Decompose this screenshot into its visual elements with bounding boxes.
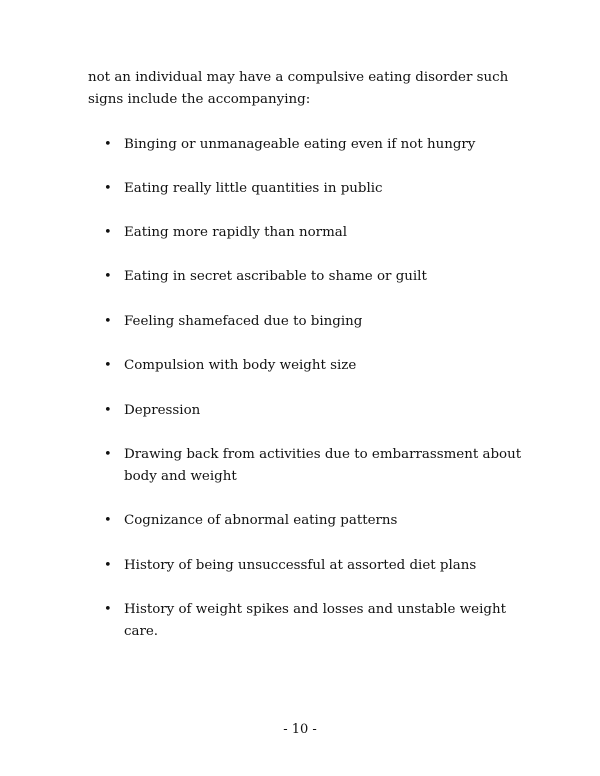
list-item-text: History of being unsuccessful at assorted diet plans <box>124 558 477 573</box>
list-item-text: Drawing back from activities due to embarrassment about body and weight <box>124 447 522 484</box>
list-item <box>104 266 524 288</box>
list-item <box>104 178 524 200</box>
list-item <box>104 355 524 377</box>
bullet-icon: • <box>104 225 112 240</box>
list-item-text: Eating in secret ascribable to shame or guilt <box>124 269 427 284</box>
bullet-icon: • <box>104 269 112 284</box>
list-item <box>104 222 524 244</box>
bullet-icon: • <box>104 447 112 462</box>
list-item <box>104 134 524 156</box>
list-item-text: Eating more rapidly than normal <box>124 225 348 240</box>
list-item-text: History of weight spikes and losses and unstable weight care. <box>124 602 506 639</box>
list-item-text: Depression <box>124 403 201 418</box>
bullet-icon: • <box>104 137 112 152</box>
bullet-icon: • <box>104 602 112 617</box>
list-item-text: Binging or unmanageable eating even if not hungry <box>124 137 476 152</box>
page-number: - 10 - <box>283 722 317 737</box>
bullet-icon: • <box>104 403 112 418</box>
bullet-icon: • <box>104 358 112 373</box>
list-item <box>104 400 524 422</box>
list-item-text: Cognizance of abnormal eating patterns <box>124 513 398 528</box>
bullet-icon: • <box>104 314 112 329</box>
bullet-icon: • <box>104 558 112 573</box>
list-item <box>104 510 524 532</box>
list-item-text: Compulsion with body weight size <box>124 358 357 373</box>
intro-paragraph: not an individual may have a compulsive eating disorder such signs include the accompanying: <box>88 70 509 107</box>
list-item <box>104 444 524 488</box>
list-item-text: Eating really little quantities in public <box>124 181 383 196</box>
bullet-icon: • <box>104 181 112 196</box>
list-item <box>104 311 524 333</box>
list-item <box>104 555 524 577</box>
bullet-icon: • <box>104 513 112 528</box>
list-item-text: Feeling shamefaced due to binging <box>124 314 363 329</box>
list-item <box>104 599 524 643</box>
